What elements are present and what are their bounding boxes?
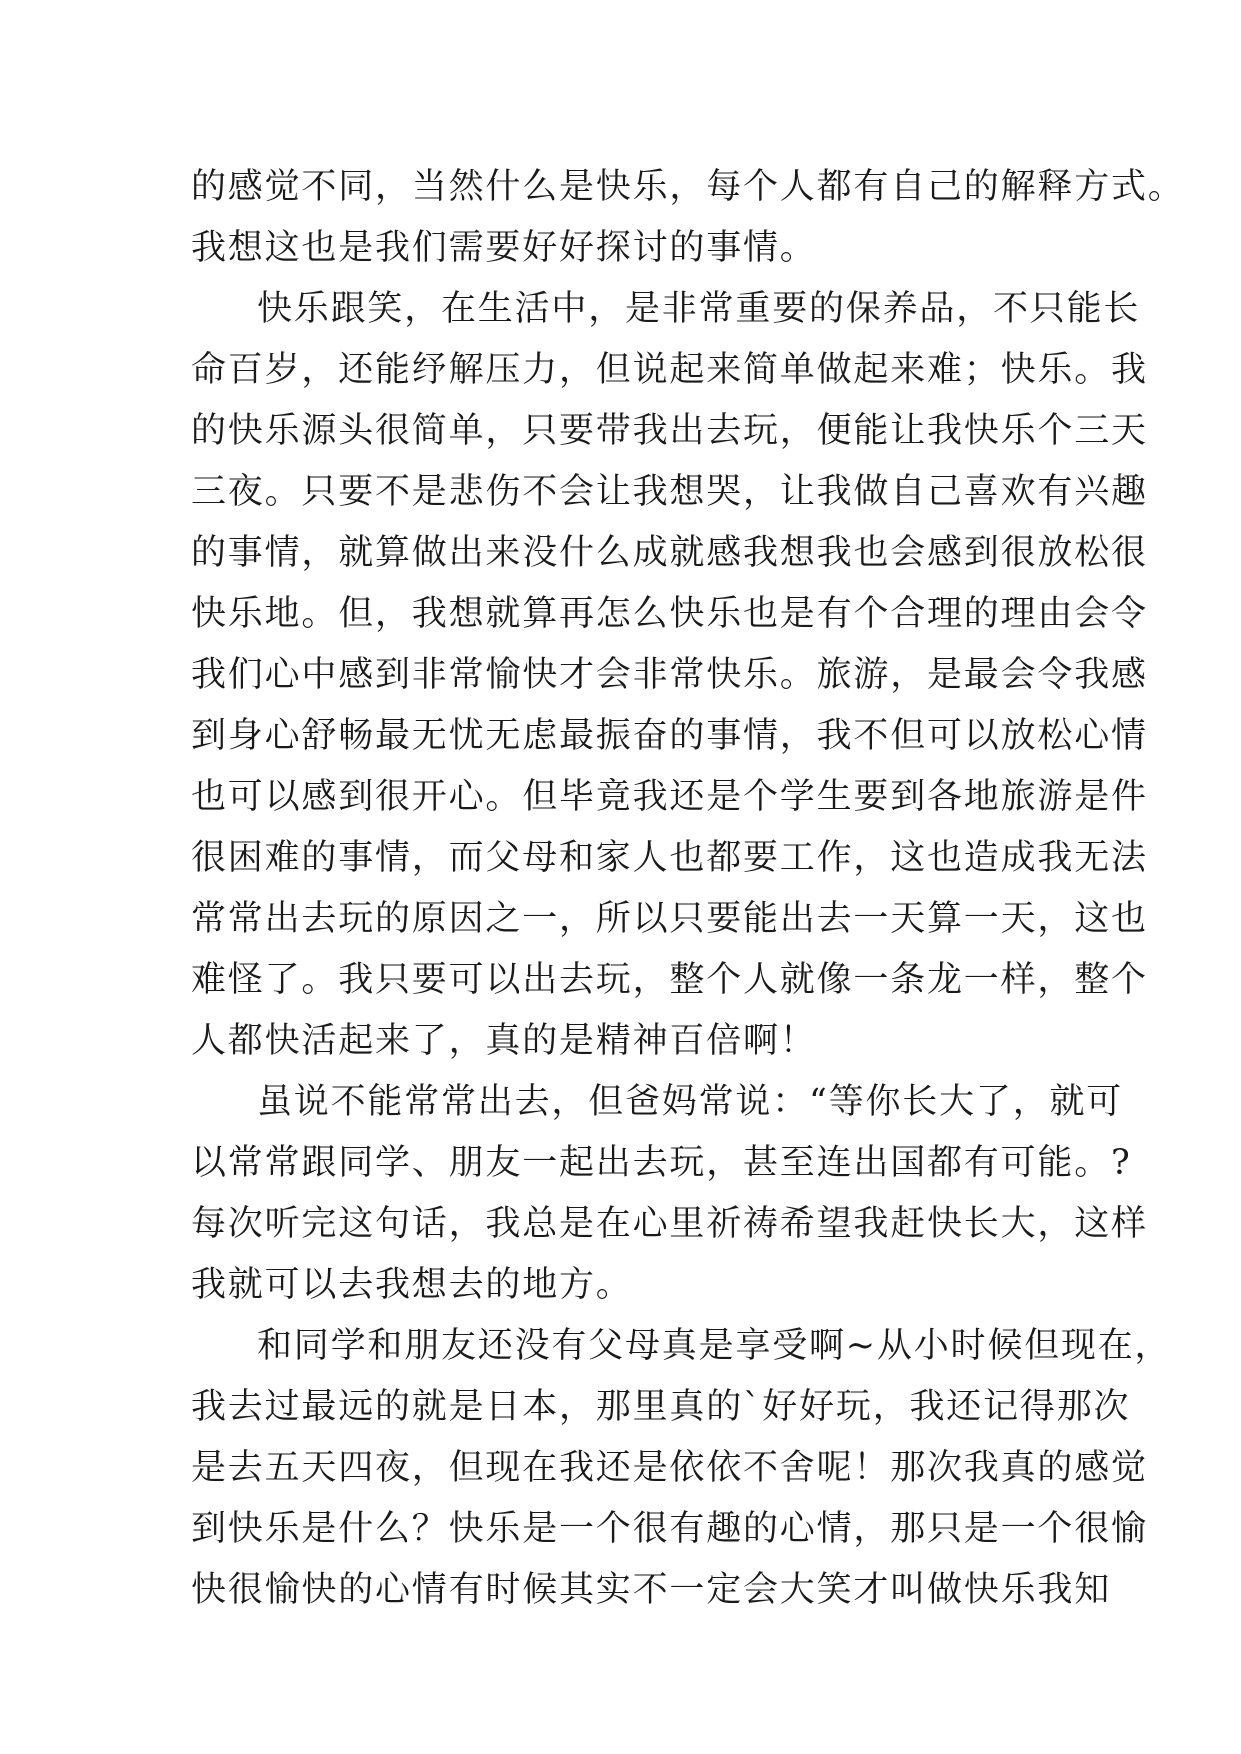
paragraph-first-line: 和同学和朋友还没有父母真是享受啊~从小时候但现在，	[257, 1326, 1172, 1366]
text-line: 快乐地。但，我想就算再怎么快乐也是有个合理的理由会令	[191, 594, 1148, 634]
text-line: 我想这也是我们需要好好探讨的事情。	[191, 228, 817, 268]
text-line: 的事情，就算做出来没什么成就感我想我也会感到很放松很	[191, 533, 1148, 573]
text-line: 三夜。只要不是悲伤不会让我想哭，让我做自己喜欢有兴趣	[191, 472, 1148, 512]
text-line: 以常常跟同学、朋友一起出去玩，甚至连出国都有可能。?	[191, 1143, 1132, 1183]
text-line: 是去五天四夜，但现在我还是依依不舍呢！那次我真的感觉	[191, 1448, 1148, 1488]
text-line: 的快乐源头很简单，只要带我出去玩，便能让我快乐个三天	[191, 411, 1148, 451]
text-line: 我们心中感到非常愉快才会非常快乐。旅游，是最会令我感	[191, 655, 1148, 695]
text-line: 我就可以去我想去的地方。	[191, 1265, 633, 1305]
text-line: 到身心舒畅最无忧无虑最振奋的事情，我不但可以放松心情	[191, 716, 1148, 756]
paragraph-first-line: 快乐跟笑，在生活中，是非常重要的保养品，不只能长	[257, 289, 1141, 329]
text-line: 快很愉快的心情有时候其实不一定会大笑才叫做快乐我知	[191, 1570, 1112, 1610]
text-line: 每次听完这句话，我总是在心里祈祷希望我赶快长大，这样	[191, 1204, 1148, 1244]
text-line: 命百岁，还能纾解压力，但说起来简单做起来难；快乐。我	[191, 350, 1148, 390]
paragraph-first-line: 虽说不能常常出去，但爸妈常说：“等你长大了，就可	[257, 1082, 1124, 1122]
text-line: 也可以感到很开心。但毕竟我还是个学生要到各地旅游是件	[191, 777, 1148, 817]
text-line: 很困难的事情，而父母和家人也都要工作，这也造成我无法	[191, 838, 1148, 878]
text-line: 我去过最远的就是日本，那里真的`好好玩，我还记得那次	[191, 1387, 1131, 1427]
text-line: 的感觉不同，当然什么是快乐，每个人都有自己的解释方式。	[191, 167, 1185, 207]
text-line: 到快乐是什么？快乐是一个很有趣的心情，那只是一个很愉	[191, 1509, 1148, 1549]
text-line: 难怪了。我只要可以出去玩，整个人就像一条龙一样，整个	[191, 960, 1148, 1000]
text-line: 人都快活起来了，真的是精神百倍啊！	[191, 1021, 817, 1061]
text-line: 常常出去玩的原因之一，所以只要能出去一天算一天，这也	[191, 899, 1148, 939]
body-text	[191, 157, 1185, 1621]
